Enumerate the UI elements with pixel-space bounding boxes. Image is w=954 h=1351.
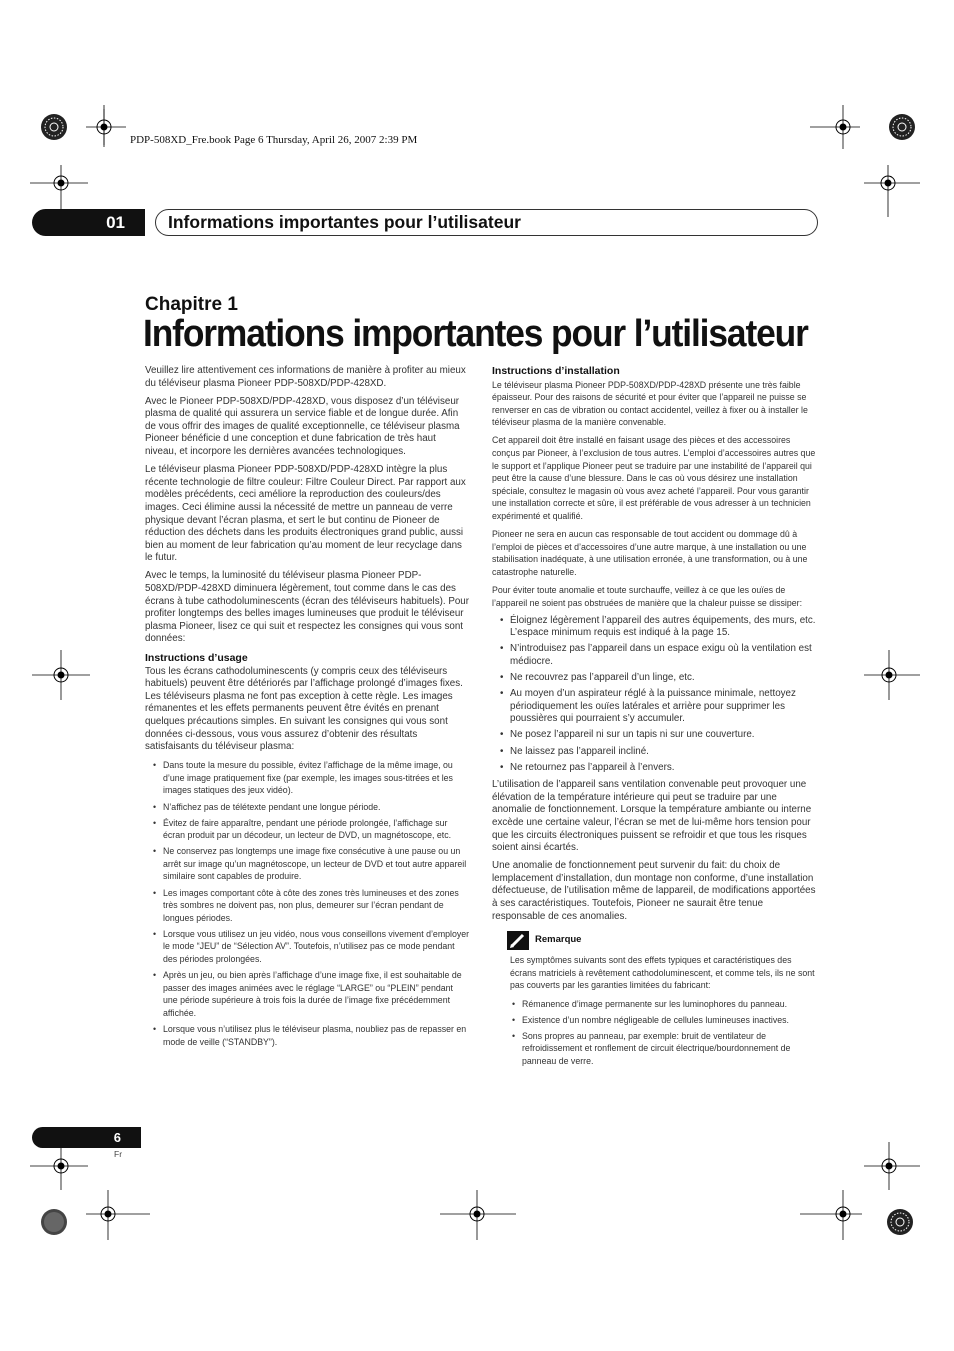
registration-mark-middle-left (32, 650, 92, 700)
note-label: Remarque (535, 934, 582, 946)
registration-mark-bottom-right (862, 1140, 922, 1190)
list-item: • Après un jeu, ou bien après l’affichage d’une image fixe, il est souhaitable de passer des images animées avec le réglage “LARGE” ou “PLEIN” pendant une période supérieure à trois fois la durée de l’image fixe précédemment affichée. (145, 969, 470, 1019)
install-paragraph: Cet appareil doit être installé en faisant usage des pièces et des accessoires conçus par Pioneer, à l’exclusion de tous autres. L’emploi d’accessoires autres que le support et l’applique Pioneer peut se traduire par une instabilité de l’appareil qui peut être la cause d’une blessure. Dans le cas où vous désirez une installation spéciale, consultez le magasin où vous avez acheté l’appareil. Pour vous garantir une installation correcte et sûre, il est préférable de vous adresser à un technicien expérimenté et qualifié. (492, 435, 816, 522)
list-item: • Dans toute la mesure du possible, évitez l’affichage de la même image, ou d’une image pratiquement fixe (par exemple, les images sous-titrées et les images statiques des jeux vidéo). (145, 759, 470, 797)
list-item: • Au moyen d’un aspirateur réglé à la puissance minimale, nettoyez périodiquement les ouïes latérales et arrière pour supprimer les poussières qui pourraient s’y accumuler. (492, 688, 818, 726)
book-info-line: PDP-508XD_Fre.book Page 6 Thursday, April 26, 2007 2:39 PM (130, 134, 418, 146)
install-list (492, 615, 818, 775)
note-header (492, 931, 818, 950)
list-item: • Ne retournez pas l’appareil à l’envers. (492, 762, 818, 775)
anomaly-paragraph: Une anomalie de fonctionnement peut survenir du fait: du choix de lemplacement d’installation, dun montage non conforme, d’une installation défectueuse, de l’utilisation même de lappareil, de modifications apportées à ses caractéristiques. Toutefois, Pioneer ne saurait être tenue responsable de ces anomalies. (492, 860, 816, 922)
usage-intro: Tous les écrans cathodoluminescents (y compris ceux des téléviseurs habituels) peuvent être détériorés par l’affichage prolongé d’images fixes. Les téléviseurs plasma ne font pas exception à cette règle. Les images rémanentes et les effets permanents peuvent être évités en prenant quelques précautions simples. En suivant les consignes qui vous sont données ci-dessous, vous vous assurez d’obtenir des résultats satisfaisants du téléviseur plasma: (145, 665, 463, 753)
list-item: • Les images comportant côte à côte des zones très lumineuses et des zones très sombres ne doivent pas, non plus, demeurer sur l’écran pendant de longues périodes. (145, 887, 470, 925)
note-intro: Les symptômes suivants sont des effets typiques et caractéristiques des écrans matriciels à revêtement cathodoluminescent, et comme tels, ils ne sont pas couverts par les garanties limitées du fabricant: (510, 955, 815, 991)
install-paragraph: Pioneer ne sera en aucun cas responsable de tout accident ou dommage dû à l’emploi de pièces et d’accessoires d’une autre marque, à une installation ou une stabilisation inadéquate, à une utilisation erronée, à une transformation, ou à une catastrophe naturelle. (492, 529, 808, 577)
chapter-label: Chapitre 1 (145, 294, 238, 315)
list-item: • Ne recouvrez pas l’appareil d’un linge, etc. (492, 672, 818, 685)
list-item: • Sons propres au panneau, par exemple: bruit de ventilateur de refroidissement et ronflement de circuit électrique/bourdonnement de panneau de verre. (510, 1030, 818, 1068)
list-item: • Existence d’un nombre négligeable de cellules lumineuses inactives. (510, 1014, 818, 1027)
install-heading: Instructions d’installation (492, 365, 620, 377)
running-header-title: Informations importantes pour l’utilisateur (155, 209, 818, 236)
intro-paragraph: Le téléviseur plasma Pioneer PDP-508XD/PDP-428XD intègre la plus récente technologie de filtre couleur: Filtre Couleur Direct. Par rapport aux modèles précédents, ceci améliore la reproduction des couleurs/des images. Ceci élimine aussi la nécessité de mettre un panneau de verre physique devant l’écran plasma, et sert le but continu de Pioneer de réduction des déchets dans les produits électroniques grand public, aussi bien au moment de leur fabrication qu’au moment de leur recyclage dans le futur. (145, 464, 466, 564)
language-code: Fr (114, 1149, 123, 1159)
list-item: • Éloignez légèrement l’appareil des autres équipements, des murs, etc. L’espace minimum requis est indiqué à la page 15. (492, 615, 818, 640)
chapter-number-badge: 01 (32, 209, 145, 236)
list-item: • N’introduisez pas l’appareil dans un espace exigu où la ventilation est médiocre. (492, 643, 818, 668)
note-list (510, 998, 818, 1068)
list-item: • Lorsque vous n’utilisez plus le téléviseur plasma, noubliez pas de repasser en mode de veille (“STANDBY”). (145, 1023, 470, 1048)
page-number-badge: 6 (32, 1127, 141, 1148)
list-item: • Ne posez l’appareil ni sur un tapis ni sur une couverture. (492, 729, 818, 742)
ventilation-paragraph: L’utilisation de l’appareil sans ventilation convenable peut provoquer une élévation de la température intérieure qui peut se traduire par une anomalie de fonctionnement. Lorsque la température ambiante ou interne excède une certaine valeur, l’écran se met de lui-même hors tension pour que les circuits électroniques puissent se refroidir et que tous les risques soient ainsi écartés. (492, 779, 812, 854)
list-item: • Évitez de faire apparaître, pendant une période prolongée, l’affichage sur écran produit par un décodeur, un lecteur de DVD, un magnétoscope, etc. (145, 817, 470, 842)
usage-heading: Instructions d’usage (145, 651, 248, 664)
intro-paragraph: Veuillez lire attentivement ces informations de manière à profiter au mieux du téléviseur plasma Pioneer PDP-508XD/PDP-428XD. (145, 365, 466, 389)
intro-paragraph: Avec le Pioneer PDP-508XD/PDP-428XD, vous disposez d’un téléviseur plasma de qualité qui assurera un service fiable et de longue durée. Afin de vous offrir des images de qualité exceptionnelle, ce téléviseur plasma Pioneer bénéficie d une conception et dune fabrication de très haut niveau, et incorpore les dernières avancées technologiques. (145, 395, 460, 458)
list-item: • Rémanence d’image permanente sur les luminophores du panneau. (510, 998, 818, 1011)
list-item: • Ne laissez pas l’appareil incliné. (492, 746, 818, 759)
install-paragraph: Pour éviter toute anomalie et toute surchauffe, veillez à ce que les ouïes de l’appareil ne soient pas obstruées de manière que la chaleur puisse se dissiper: (492, 585, 803, 608)
intro-paragraph: Avec le temps, la luminosité du téléviseur plasma Pioneer PDP-508XD/PDP-428XD diminuera légèrement, tout comme dans le cas des écrans à tube cathodoluminescents (écran des téléviseurs habituels). Pour profiter longtemps des belles images lumineuses que produit le téléviseur plasma Pioneer, lisez ce qui suit et respectez les consignes qui vous sont données: (145, 570, 470, 645)
left-column (145, 365, 470, 1053)
registration-mark-bottom-left-2 (30, 1190, 160, 1250)
registration-mark-top-left (30, 105, 130, 165)
registration-mark-middle-right (862, 650, 922, 700)
list-item: • Lorsque vous utilisez un jeu vidéo, nous vous conseillons vivement d’employer le mode “JEU” de “Sélection AV”. Toutefois, n’utilisez pas ce mode pendant des périodes prolongées. (145, 928, 470, 966)
note-body (492, 954, 818, 1067)
list-item: • Ne conservez pas longtemps une image fixe consécutive à une pause ou un arrêt sur image qu’un magnétoscope, un lecteur de DVD et tout autre appareil similaire sont capables de produire. (145, 845, 470, 883)
registration-mark-bottom-right-2 (800, 1190, 924, 1250)
usage-list (145, 759, 470, 1048)
registration-mark-bottom-center (440, 1190, 520, 1250)
right-column (492, 365, 818, 1073)
list-item: • N’affichez pas de télétexte pendant une longue période. (145, 801, 470, 814)
install-paragraph: Le téléviseur plasma Pioneer PDP-508XD/PDP-428XD présente une très faible épaisseur. Pour des raisons de sécurité et pour éviter que l’appareil ne puisse se renverser en cas de vibration ou contact accidentel, veillez à fixer ou à installer le téléviseur plasma de la manière convenable. (492, 379, 808, 428)
registration-mark-top-right (810, 105, 925, 165)
registration-mark-top-right-2 (862, 165, 922, 220)
chapter-title: Informations importantes pour l’utilisateur (143, 313, 808, 355)
pencil-note-icon (507, 931, 529, 950)
